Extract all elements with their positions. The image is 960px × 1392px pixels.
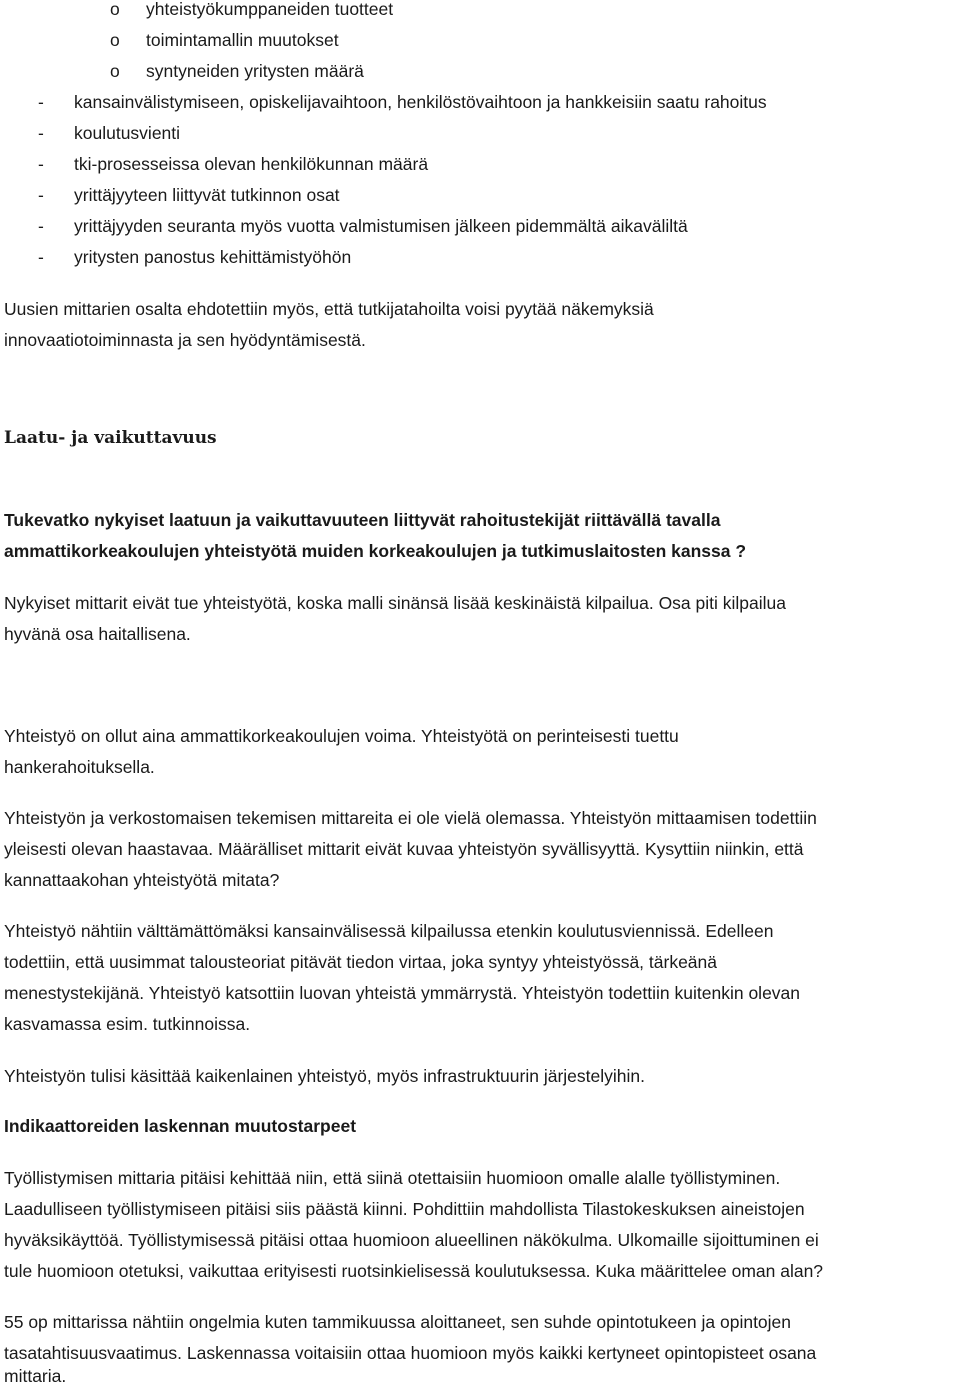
question-line: Tukevatko nykyiset laatuun ja vaikuttavuuteen liittyvät rahoitustekijät riittävällä tavalla bbox=[4, 510, 721, 530]
paragraph-line: 55 op mittarissa nähtiin ongelmia kuten tammikuussa aloittaneet, sen suhde opintotukeen ja opintojen bbox=[4, 1312, 792, 1332]
paragraph-line: Yhteistyön tulisi käsittää kaikenlainen yhteistyö, myös infrastruktuurin järjestelyihin. bbox=[4, 1066, 645, 1086]
list-marker: - bbox=[38, 247, 44, 267]
list-item-text: koulutusvienti bbox=[74, 123, 181, 143]
section-heading: Laatu- ja vaikuttavuus bbox=[4, 428, 217, 448]
paragraph-line: yleisesti olevan haastavaa. Määrälliset mittarit eivät kuvaa yhteistyön syvällisyyttä. Kysyttiin niinkin, että bbox=[4, 839, 804, 859]
paragraph-line: Yhteistyö on ollut aina ammattikorkeakoulujen voima. Yhteistyötä on perinteisesti tuettu bbox=[4, 726, 679, 746]
paragraph-line: todettiin, että uusimmat talousteoriat pitävät tiedon virtaa, joka syntyy yhteistyössä, tärkeänä bbox=[4, 952, 718, 972]
list-item-text: yhteistyökumppaneiden tuotteet bbox=[146, 0, 394, 19]
paragraph-line: Yhteistyön ja verkostomaisen tekemisen mittareita ei ole vielä olemassa. Yhteistyön mittaamisen todettiin bbox=[4, 808, 817, 828]
list-marker: - bbox=[38, 216, 44, 236]
paragraph-line: tasatahtisuusvaatimus. Laskennassa voitaisiin ottaa huomioon myös kaikki kertyneet opintopisteet osana bbox=[4, 1343, 817, 1363]
list-marker: o bbox=[110, 0, 120, 19]
list-marker: o bbox=[110, 61, 120, 81]
paragraph-line: Uusien mittarien osalta ehdotettiin myös, että tutkijatahoilta voisi pyytää näkemyksiä bbox=[4, 299, 654, 319]
section-heading: Indikaattoreiden laskennan muutostarpeet bbox=[4, 1116, 357, 1136]
list-marker: - bbox=[38, 123, 44, 143]
list-item-text: yrittäjyyteen liittyvät tutkinnon osat bbox=[74, 185, 340, 205]
paragraph-line: kasvamassa esim. tutkinnoissa. bbox=[4, 1014, 251, 1034]
list-marker: - bbox=[38, 92, 44, 112]
paragraph-line: Yhteistyö nähtiin välttämättömäksi kansainvälisessä kilpailussa etenkin koulutusviennissä. Edelleen bbox=[4, 921, 774, 941]
paragraph-line: tule huomioon otetuksi, vaikuttaa erityisesti ruotsinkielisessä koulutuksessa. Kuka määrittelee oman alan? bbox=[4, 1261, 824, 1281]
list-item-text: yritysten panostus kehittämistyöhön bbox=[74, 247, 352, 267]
paragraph-line: hankerahoituksella. bbox=[4, 757, 155, 777]
list-item-text: yrittäjyyden seuranta myös vuotta valmistumisen jälkeen pidemmältä aikaväliltä bbox=[74, 216, 688, 236]
paragraph-line: kannattaakohan yhteistyötä mitata? bbox=[4, 870, 280, 890]
paragraph-line: hyvänä osa haitallisena. bbox=[4, 624, 191, 644]
list-item-text: tki-prosesseissa olevan henkilökunnan määrä bbox=[74, 154, 429, 174]
paragraph-line: Nykyiset mittarit eivät tue yhteistyötä, koska malli sinänsä lisää keskinäistä kilpailua. Osa piti kilpailua bbox=[4, 593, 786, 613]
question-line: ammattikorkeakoulujen yhteistyötä muiden korkeakoulujen ja tutkimuslaitosten kanssa ? bbox=[4, 541, 747, 561]
paragraph-line: innovaatiotoiminnasta ja sen hyödyntämisestä. bbox=[4, 330, 366, 350]
paragraph-line: Työllistymisen mittaria pitäisi kehittää niin, että siinä otettaisiin huomioon omalle alalle työllistyminen. bbox=[4, 1168, 781, 1188]
paragraph-line: menestystekijänä. Yhteistyö katsottiin luovan yhteistä ymmärrystä. Yhteistyön todettiin kuitenkin olevan bbox=[4, 983, 801, 1003]
paragraph-line: hyväksikäyttöä. Työllistymisessä pitäisi ottaa huomioon alueellinen näkökulma. Ulkomaille sijoittuminen ei bbox=[4, 1230, 819, 1250]
list-item-text: toimintamallin muutokset bbox=[146, 30, 339, 50]
list-marker: o bbox=[110, 30, 120, 50]
list-marker: - bbox=[38, 154, 44, 174]
list-marker: - bbox=[38, 185, 44, 205]
list-item-text: syntyneiden yritysten määrä bbox=[146, 61, 364, 81]
list-item-text: kansainvälistymiseen, opiskelijavaihtoon, henkilöstövaihtoon ja hankkeisiin saatu rahoitus bbox=[74, 92, 767, 112]
paragraph-line: Laadulliseen työllistymiseen pitäisi siis päästä kiinni. Pohdittiin mahdollista Tilastokeskuksen aineistojen bbox=[4, 1199, 805, 1219]
paragraph-line: mittaria. bbox=[4, 1366, 67, 1386]
